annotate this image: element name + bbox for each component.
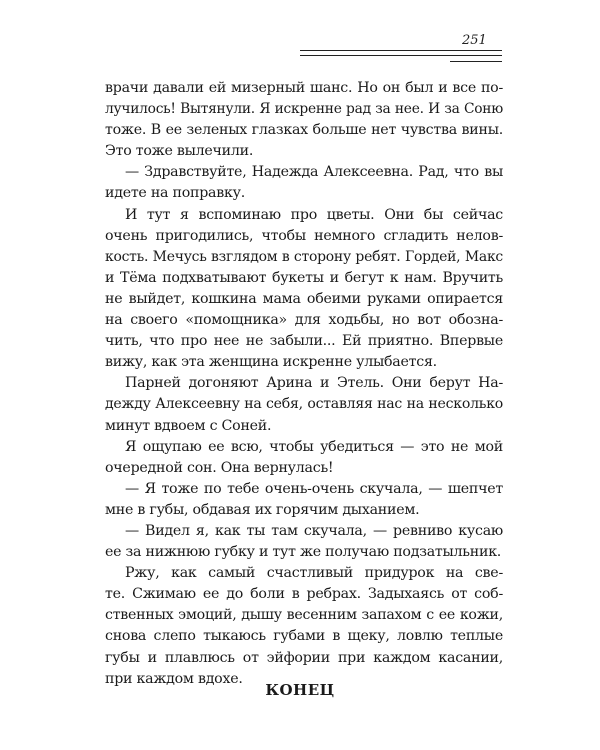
text-line: очередной сон. Она вернулась!: [105, 459, 334, 476]
header-rule-top: [300, 50, 502, 51]
text-line: врачи давали ей мизерный шанс. Но он был и все по-: [105, 80, 503, 96]
text-line: ее за нижнюю губку и тут же получаю подзатыльник.: [105, 544, 502, 561]
text-line: идете на поправку.: [105, 185, 245, 202]
text-line: губы и плавлюсь от эйфории при каждом касании,: [105, 649, 503, 666]
paragraph: [105, 162, 503, 204]
text-line: — Я тоже по тебе очень-очень скучала, — шепчет: [125, 480, 503, 497]
text-line: очень пригодились, чтобы немного сгладить нелов-: [105, 227, 503, 244]
header-rule-middle: [300, 55, 502, 56]
paragraph: [105, 205, 503, 374]
text-line: чить, что про нее не забыли... Ей приятно. Впервые: [105, 333, 503, 350]
paragraph: [105, 78, 503, 162]
header-rule-short: [450, 61, 502, 62]
paragraph: [105, 373, 503, 436]
text-line: те. Сжимаю ее до боли в ребрах. Задыхаясь от соб-: [105, 586, 503, 603]
text-line: — Видел я, как ты там скучала, — ревниво кусаю: [125, 522, 503, 539]
body-text: [105, 78, 503, 690]
text-line: Это тоже вылечили.: [105, 143, 254, 160]
text-line: вижу, как эта женщина искренне улыбается.: [105, 354, 437, 371]
paragraph: [105, 563, 503, 690]
text-line: И тут я вспоминаю про цветы. Они бы сейчас: [125, 206, 503, 223]
end-title: КОНЕЦ: [265, 681, 335, 699]
text-line: при каждом вдохе.: [105, 670, 243, 687]
page-number: 251: [462, 33, 487, 48]
text-line: дежду Алексеевну на себя, оставляя нас на несколько: [105, 396, 503, 413]
text-line: и Тёма подхватывают букеты и бегут к нам. Вручить: [105, 269, 503, 286]
text-line: на своего «помощника» для ходьбы, но вот обозна-: [105, 312, 503, 329]
text-line: — Здравствуйте, Надежда Алексеевна. Рад, что вы: [125, 164, 503, 181]
paragraph: [105, 437, 503, 479]
paragraph: [105, 479, 503, 521]
text-line: не выйдет, кошкина мама обеими руками опирается: [105, 290, 503, 307]
text-line: минут вдвоем с Соней.: [105, 417, 272, 434]
text-line: ственных эмоций, дышу весенним запахом с ее кожи,: [105, 607, 503, 624]
text-line: Я ощупаю ее всю, чтобы убедиться — это не мой: [125, 438, 503, 455]
paragraph: [105, 521, 503, 563]
text-line: лучилось! Вытянули. Я искренне рад за нее. И за Соню: [105, 101, 503, 118]
text-line: снова слепо тыкаюсь губами в щеку, ловлю теплые: [105, 628, 503, 645]
text-line: кость. Мечусь взглядом в сторону ребят. Гордей, Макс: [105, 248, 503, 265]
text-line: Ржу, как самый счастливый придурок на све-: [125, 565, 503, 582]
text-line: тоже. В ее зеленых глазках больше нет чувства вины.: [105, 122, 503, 139]
text-line: Парней догоняют Арина и Этель. Они берут На-: [125, 375, 503, 392]
text-line: мне в губы, обдавая их горячим дыханием.: [105, 501, 420, 518]
